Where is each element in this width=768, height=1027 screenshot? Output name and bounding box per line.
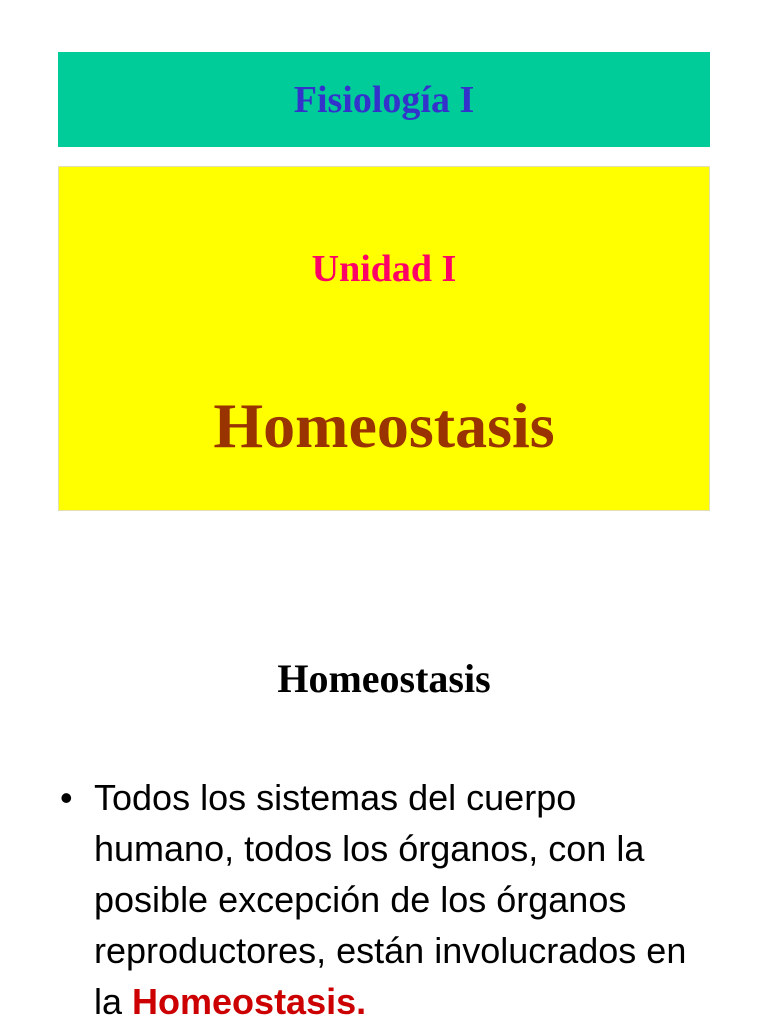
slide-heading: Homeostasis xyxy=(277,656,491,701)
highlight-period: . xyxy=(356,981,367,1022)
slide-title-panel xyxy=(58,166,710,511)
bullet-item xyxy=(60,772,720,1027)
slide-header-banner xyxy=(58,52,710,147)
bullet-text xyxy=(94,772,720,1027)
bullet-marker: • xyxy=(60,777,73,818)
topic-title: Homeostasis xyxy=(213,390,555,461)
course-title: Fisiología I xyxy=(293,78,475,121)
bullet-text-body: Todos los sistemas del cuerpo humano, todos los órganos, con la posible excepción de los órganos reproductores, están involucrados en la xyxy=(94,777,687,1022)
highlight-word: Homeostasis xyxy=(132,981,357,1022)
unit-label: Unidad I xyxy=(311,248,457,290)
bullet-highlight xyxy=(132,981,366,1022)
